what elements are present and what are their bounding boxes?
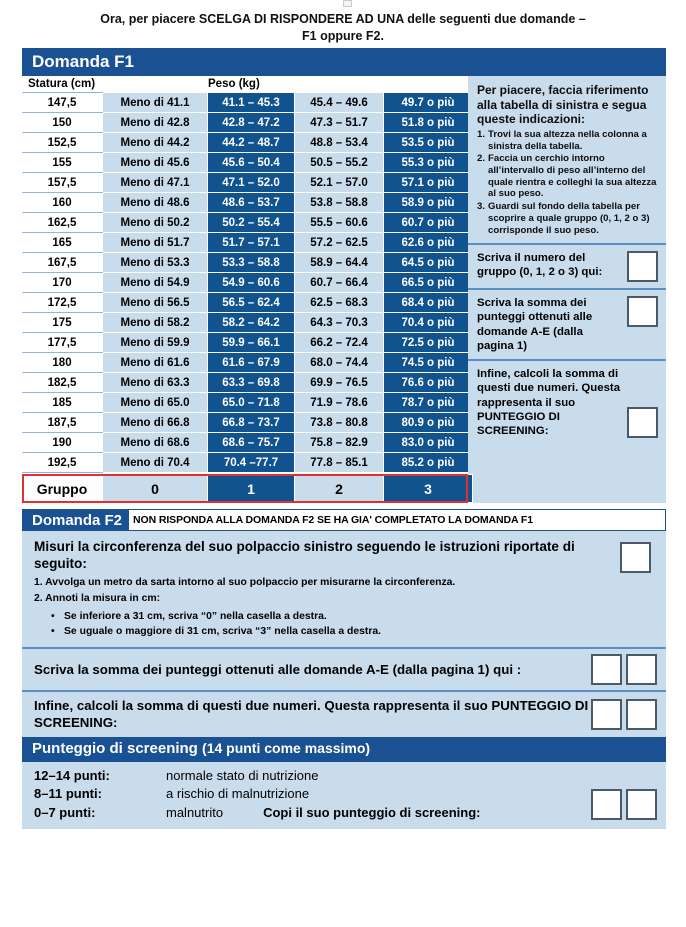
height-cell: 170 <box>22 273 103 293</box>
list-item: • Se uguale o maggiore di 31 cm, scriva “3” nella casella a destra. <box>64 624 620 640</box>
height-cell: 150 <box>22 113 103 133</box>
weight-group-0-cell[interactable]: Meno di 58.2 <box>103 313 208 333</box>
weight-group-3-cell[interactable]: 58.9 o più <box>384 193 473 213</box>
weight-group-3-cell[interactable]: 66.5 o più <box>384 273 473 293</box>
weight-group-2-cell[interactable]: 48.8 – 53.4 <box>295 133 384 153</box>
weight-group-1-cell[interactable]: 56.5 – 62.4 <box>208 293 295 313</box>
weight-group-1-cell[interactable]: 59.9 – 66.1 <box>208 333 295 353</box>
instructions-list <box>477 129 658 236</box>
list-item <box>477 153 658 200</box>
height-cell: 165 <box>22 233 103 253</box>
final-score-digit-box-1[interactable] <box>591 699 622 730</box>
weight-group-1-cell[interactable]: 66.8 – 73.7 <box>208 413 295 433</box>
table-row <box>22 93 473 113</box>
weight-group-0-cell[interactable]: Meno di 48.6 <box>103 193 208 213</box>
weight-group-2-cell[interactable]: 45.4 – 49.6 <box>295 93 384 113</box>
final-score-row-label: Infine, calcoli la somma di questi due numeri. Questa rappresenta il suo PUNTEGGIO DI SCREENING: <box>34 698 589 731</box>
height-cell: 167,5 <box>22 253 103 273</box>
instruction-step-number: 2. <box>477 153 486 165</box>
weight-group-0-cell[interactable]: Meno di 56.5 <box>103 293 208 313</box>
sum-ae-entry-block <box>468 288 666 359</box>
intro-line-2: F1 oppure F2. <box>302 28 384 43</box>
instructions-title: Per piacere, faccia riferimento alla tabella di sinistra e segua queste indicazioni: <box>477 83 649 127</box>
list-item: • Se inferiore a 31 cm, scriva “0” nella casella a destra. <box>64 609 620 625</box>
score-range: 8–11 punti: <box>34 786 102 802</box>
weight-group-0-cell[interactable]: Meno di 70.4 <box>103 453 208 473</box>
column-header-height: Statura (cm) <box>28 78 96 90</box>
score-header-subtitle: (14 punti come massimo) <box>202 739 371 756</box>
weight-group-0-cell[interactable]: Meno di 42.8 <box>103 113 208 133</box>
group-value-0[interactable]: 0 <box>103 475 208 503</box>
weight-group-2-cell[interactable]: 55.5 – 60.6 <box>295 213 384 233</box>
instruction-step-number: 1. <box>477 128 486 140</box>
table-row <box>22 293 473 313</box>
f2-body <box>22 531 666 647</box>
f1-region <box>22 76 666 503</box>
weight-group-1-cell[interactable]: 45.6 – 50.4 <box>208 153 295 173</box>
weight-group-2-cell[interactable]: 75.8 – 82.9 <box>295 433 384 453</box>
table-row <box>22 173 473 193</box>
height-cell: 147,5 <box>22 93 103 113</box>
score-legend-row <box>34 767 591 785</box>
weight-group-0-cell[interactable]: Meno di 59.9 <box>103 333 208 353</box>
weight-group-3-cell[interactable]: 80.9 o più <box>384 413 473 433</box>
group-row-table <box>22 474 473 503</box>
score-description: a rischio di malnutrizione <box>166 786 310 802</box>
group-value-1[interactable]: 1 <box>208 475 295 503</box>
score-range: 0–7 punti: <box>34 804 96 820</box>
height-cell: 157,5 <box>22 173 103 193</box>
weight-group-3-cell[interactable]: 60.7 o più <box>384 213 473 233</box>
score-legend-row <box>34 804 591 822</box>
weight-group-3-cell[interactable]: 78.7 o più <box>384 393 473 413</box>
group-number-entry-block <box>468 243 666 288</box>
instructions-block <box>468 76 666 243</box>
group-row-label: Gruppo <box>22 475 103 503</box>
f1-instructions-panel <box>468 76 666 503</box>
table-row <box>22 133 473 153</box>
weight-group-2-cell[interactable]: 66.2 – 72.4 <box>295 333 384 353</box>
weight-group-0-cell[interactable]: Meno di 66.8 <box>103 413 208 433</box>
weight-group-2-cell[interactable]: 69.9 – 76.5 <box>295 373 384 393</box>
weight-group-0-cell[interactable]: Meno di 51.7 <box>103 233 208 253</box>
section-header-f2-label: Domanda F2 <box>32 512 123 529</box>
final-score-row <box>22 690 666 737</box>
score-header-title: Punteggio di screening <box>32 739 198 757</box>
weight-group-3-cell[interactable]: 53.5 o più <box>384 133 473 153</box>
height-cell: 172,5 <box>22 293 103 313</box>
table-row <box>22 333 473 353</box>
weight-group-2-cell[interactable]: 60.7 – 66.4 <box>295 273 384 293</box>
weight-group-3-cell[interactable]: 62.6 o più <box>384 233 473 253</box>
f2-title: Misuri la circonferenza del suo polpaccio sinistro seguendo le istruzioni riportate di seguito: <box>34 539 575 572</box>
height-cell: 177,5 <box>22 333 103 353</box>
table-row <box>22 313 473 333</box>
weight-group-0-cell[interactable]: Meno di 44.2 <box>103 133 208 153</box>
height-cell: 190 <box>22 433 103 453</box>
table-row <box>22 393 473 413</box>
table-row <box>22 253 473 273</box>
sum-ae-digit-box-1[interactable] <box>591 654 622 685</box>
list-item <box>477 201 658 236</box>
f1-column-headers <box>22 76 468 92</box>
weight-group-0-cell[interactable]: Meno di 61.6 <box>103 353 208 373</box>
table-row <box>22 113 473 133</box>
weight-group-1-cell[interactable]: 53.3 – 58.8 <box>208 253 295 273</box>
weight-group-2-cell[interactable]: 52.1 – 57.0 <box>295 173 384 193</box>
score-description: normale stato di nutrizione <box>166 767 319 783</box>
f2-text-area <box>34 538 620 640</box>
section-header-f1: Domanda F1 <box>22 48 666 76</box>
weight-group-3-cell[interactable]: 49.7 o più <box>384 93 473 113</box>
f1-table-area <box>22 76 468 503</box>
height-cell: 187,5 <box>22 413 103 433</box>
sum-ae-entry-row <box>477 296 658 353</box>
weight-group-2-cell[interactable]: 77.8 – 85.1 <box>295 453 384 473</box>
weight-group-0-cell[interactable]: Meno di 68.6 <box>103 433 208 453</box>
height-cell: 192,5 <box>22 453 103 473</box>
f2-bullet-list <box>34 609 620 640</box>
height-cell: 155 <box>22 153 103 173</box>
weight-group-1-cell[interactable]: 68.6 – 75.7 <box>208 433 295 453</box>
weight-group-0-cell[interactable]: Meno di 63.3 <box>103 373 208 393</box>
weight-group-1-cell[interactable]: 65.0 – 71.8 <box>208 393 295 413</box>
final-score-input-box[interactable] <box>627 407 658 438</box>
weight-group-3-cell[interactable]: 83.0 o più <box>384 433 473 453</box>
score-description: malnutrito <box>166 804 224 820</box>
weight-group-1-cell[interactable]: 58.2 – 64.2 <box>208 313 295 333</box>
weight-group-3-cell[interactable]: 68.4 o più <box>384 293 473 313</box>
weight-group-0-cell[interactable]: Meno di 47.1 <box>103 173 208 193</box>
score-legend-row <box>34 785 591 803</box>
score-legend-rows <box>34 767 591 822</box>
weight-group-3-cell[interactable]: 55.3 o più <box>384 153 473 173</box>
f2-answer-box-wrapper <box>620 538 657 573</box>
weight-group-2-cell[interactable]: 71.9 – 78.6 <box>295 393 384 413</box>
group-value-2[interactable]: 2 <box>295 475 384 503</box>
table-row <box>22 153 473 173</box>
weight-group-2-cell[interactable]: 53.8 – 58.8 <box>295 193 384 213</box>
copy-score-boxes <box>591 789 657 822</box>
instruction-step-text: Guardi sul fondo della tabella per scoprire a quale gruppo (0, 1, 2 o 3) corrisponde il suo peso. <box>488 201 650 236</box>
final-score-entry-block <box>468 359 666 444</box>
weight-group-3-cell[interactable]: 70.4 o più <box>384 313 473 333</box>
weight-group-3-cell[interactable]: 57.1 o più <box>384 173 473 193</box>
weight-group-1-cell[interactable]: 44.2 – 48.7 <box>208 133 295 153</box>
weight-group-1-cell[interactable]: 41.1 – 45.3 <box>208 93 295 113</box>
weight-group-1-cell[interactable]: 48.6 – 53.7 <box>208 193 295 213</box>
sum-ae-row-label: Scriva la somma dei punteggi ottenuti alle domande A-E (dalla pagina 1) qui : <box>34 661 522 677</box>
instruction-step-text: Faccia un cerchio intorno all’intervallo di peso all’interno del quale rientra e colleghi la sua altezza al suo peso. <box>488 153 657 200</box>
score-range: 12–14 punti: <box>34 767 110 783</box>
table-row <box>22 413 473 433</box>
weight-group-1-cell[interactable]: 61.6 – 67.9 <box>208 353 295 373</box>
sum-ae-label: Scriva la somma dei punteggi ottenuti alle domande A-E (dalla pagina 1) <box>477 297 593 352</box>
sum-ae-row <box>22 647 666 690</box>
f2-answer-input-box[interactable] <box>620 542 651 573</box>
height-cell: 182,5 <box>22 373 103 393</box>
weight-group-2-cell[interactable]: 73.8 – 80.8 <box>295 413 384 433</box>
table-row <box>22 193 473 213</box>
final-score-entry-row <box>477 367 658 438</box>
height-cell: 175 <box>22 313 103 333</box>
final-score-digit-box-2[interactable] <box>626 699 657 730</box>
height-cell: 152,5 <box>22 133 103 153</box>
instruction-step-number: 3. <box>477 201 486 213</box>
section-header-score <box>22 737 666 762</box>
copy-score-label: Copi il suo punteggio di screening: <box>263 804 481 820</box>
weight-group-0-cell[interactable]: Meno di 45.6 <box>103 153 208 173</box>
table-row <box>22 213 473 233</box>
weight-group-3-cell[interactable]: 72.5 o più <box>384 333 473 353</box>
height-cell: 162,5 <box>22 213 103 233</box>
sum-ae-row-boxes <box>591 654 657 685</box>
weight-group-2-cell[interactable]: 57.2 – 62.5 <box>295 233 384 253</box>
height-weight-table <box>22 92 473 473</box>
group-number-label: Scriva il numero del gruppo (0, 1, 2 o 3) qui: <box>477 252 603 279</box>
section-header-f2 <box>22 509 666 531</box>
weight-group-3-cell[interactable]: 74.5 o più <box>384 353 473 373</box>
f2-step-2: 2. Annoti la misura in cm: <box>34 593 161 605</box>
weight-group-2-cell[interactable]: 68.0 – 74.4 <box>295 353 384 373</box>
table-row <box>22 373 473 393</box>
weight-group-3-cell[interactable]: 85.2 o più <box>384 453 473 473</box>
weight-group-0-cell[interactable]: Meno di 65.0 <box>103 393 208 413</box>
weight-group-0-cell[interactable]: Meno di 54.9 <box>103 273 208 293</box>
weight-group-1-cell[interactable]: 51.7 – 57.1 <box>208 233 295 253</box>
page-tail-spacer <box>22 829 666 859</box>
table-row <box>22 353 473 373</box>
height-cell: 180 <box>22 353 103 373</box>
group-row-wrapper <box>22 474 468 503</box>
section-header-f2-note: NON RISPONDA ALLA DOMANDA F2 SE HA GIA' COMPLETATO LA DOMANDA F1 <box>128 509 666 531</box>
height-cell: 185 <box>22 393 103 413</box>
group-value-3[interactable]: 3 <box>384 475 473 503</box>
weight-group-1-cell[interactable]: 50.2 – 55.4 <box>208 213 295 233</box>
weight-group-1-cell[interactable]: 42.8 – 47.2 <box>208 113 295 133</box>
table-row <box>22 475 473 503</box>
page-top-artifact <box>343 0 352 7</box>
weight-group-1-cell[interactable]: 70.4 –77.7 <box>208 453 295 473</box>
weight-group-2-cell[interactable]: 62.5 – 68.3 <box>295 293 384 313</box>
copy-score-digit-box-2[interactable] <box>626 789 657 820</box>
weight-group-0-cell[interactable]: Meno di 53.3 <box>103 253 208 273</box>
intro-line-1: Ora, per piacere SCELGA DI RISPONDERE AD UNA delle seguenti due domande – <box>100 12 586 26</box>
list-item <box>477 129 658 152</box>
column-header-weight: Peso (kg) <box>208 78 260 90</box>
weight-group-3-cell[interactable]: 76.6 o più <box>384 373 473 393</box>
score-legend <box>22 762 666 829</box>
weight-group-1-cell[interactable]: 54.9 – 60.6 <box>208 273 295 293</box>
weight-group-2-cell[interactable]: 50.5 – 55.2 <box>295 153 384 173</box>
form-sheet <box>22 48 666 859</box>
sum-ae-input-box[interactable] <box>627 296 658 327</box>
weight-group-2-cell[interactable]: 64.3 – 70.3 <box>295 313 384 333</box>
sum-ae-digit-box-2[interactable] <box>626 654 657 685</box>
group-number-input-box[interactable] <box>627 251 658 282</box>
weight-group-3-cell[interactable]: 51.8 o più <box>384 113 473 133</box>
final-score-label: Infine, calcoli la somma di questi due numeri. Questa rappresenta il suo PUNTEGGIO DI SCREENING: <box>477 368 621 438</box>
table-row <box>22 273 473 293</box>
height-cell: 160 <box>22 193 103 213</box>
table-row <box>22 233 473 253</box>
weight-group-1-cell[interactable]: 63.3 – 69.8 <box>208 373 295 393</box>
weight-group-1-cell[interactable]: 47.1 – 52.0 <box>208 173 295 193</box>
f2-step-1: 1. Avvolga un metro da sarta intorno al suo polpaccio per misurarne la circonferenza. <box>34 576 456 588</box>
weight-group-2-cell[interactable]: 47.3 – 51.7 <box>295 113 384 133</box>
final-score-row-boxes <box>591 699 657 730</box>
weight-group-3-cell[interactable]: 64.5 o più <box>384 253 473 273</box>
copy-score-digit-box-1[interactable] <box>591 789 622 820</box>
instruction-step-text: Trovi la sua altezza nella colonna a sinistra della tabella. <box>488 128 647 152</box>
weight-group-0-cell[interactable]: Meno di 41.1 <box>103 93 208 113</box>
table-row <box>22 433 473 453</box>
group-number-entry-row <box>477 251 658 282</box>
table-row <box>22 453 473 473</box>
weight-group-0-cell[interactable]: Meno di 50.2 <box>103 213 208 233</box>
weight-group-2-cell[interactable]: 58.9 – 64.4 <box>295 253 384 273</box>
